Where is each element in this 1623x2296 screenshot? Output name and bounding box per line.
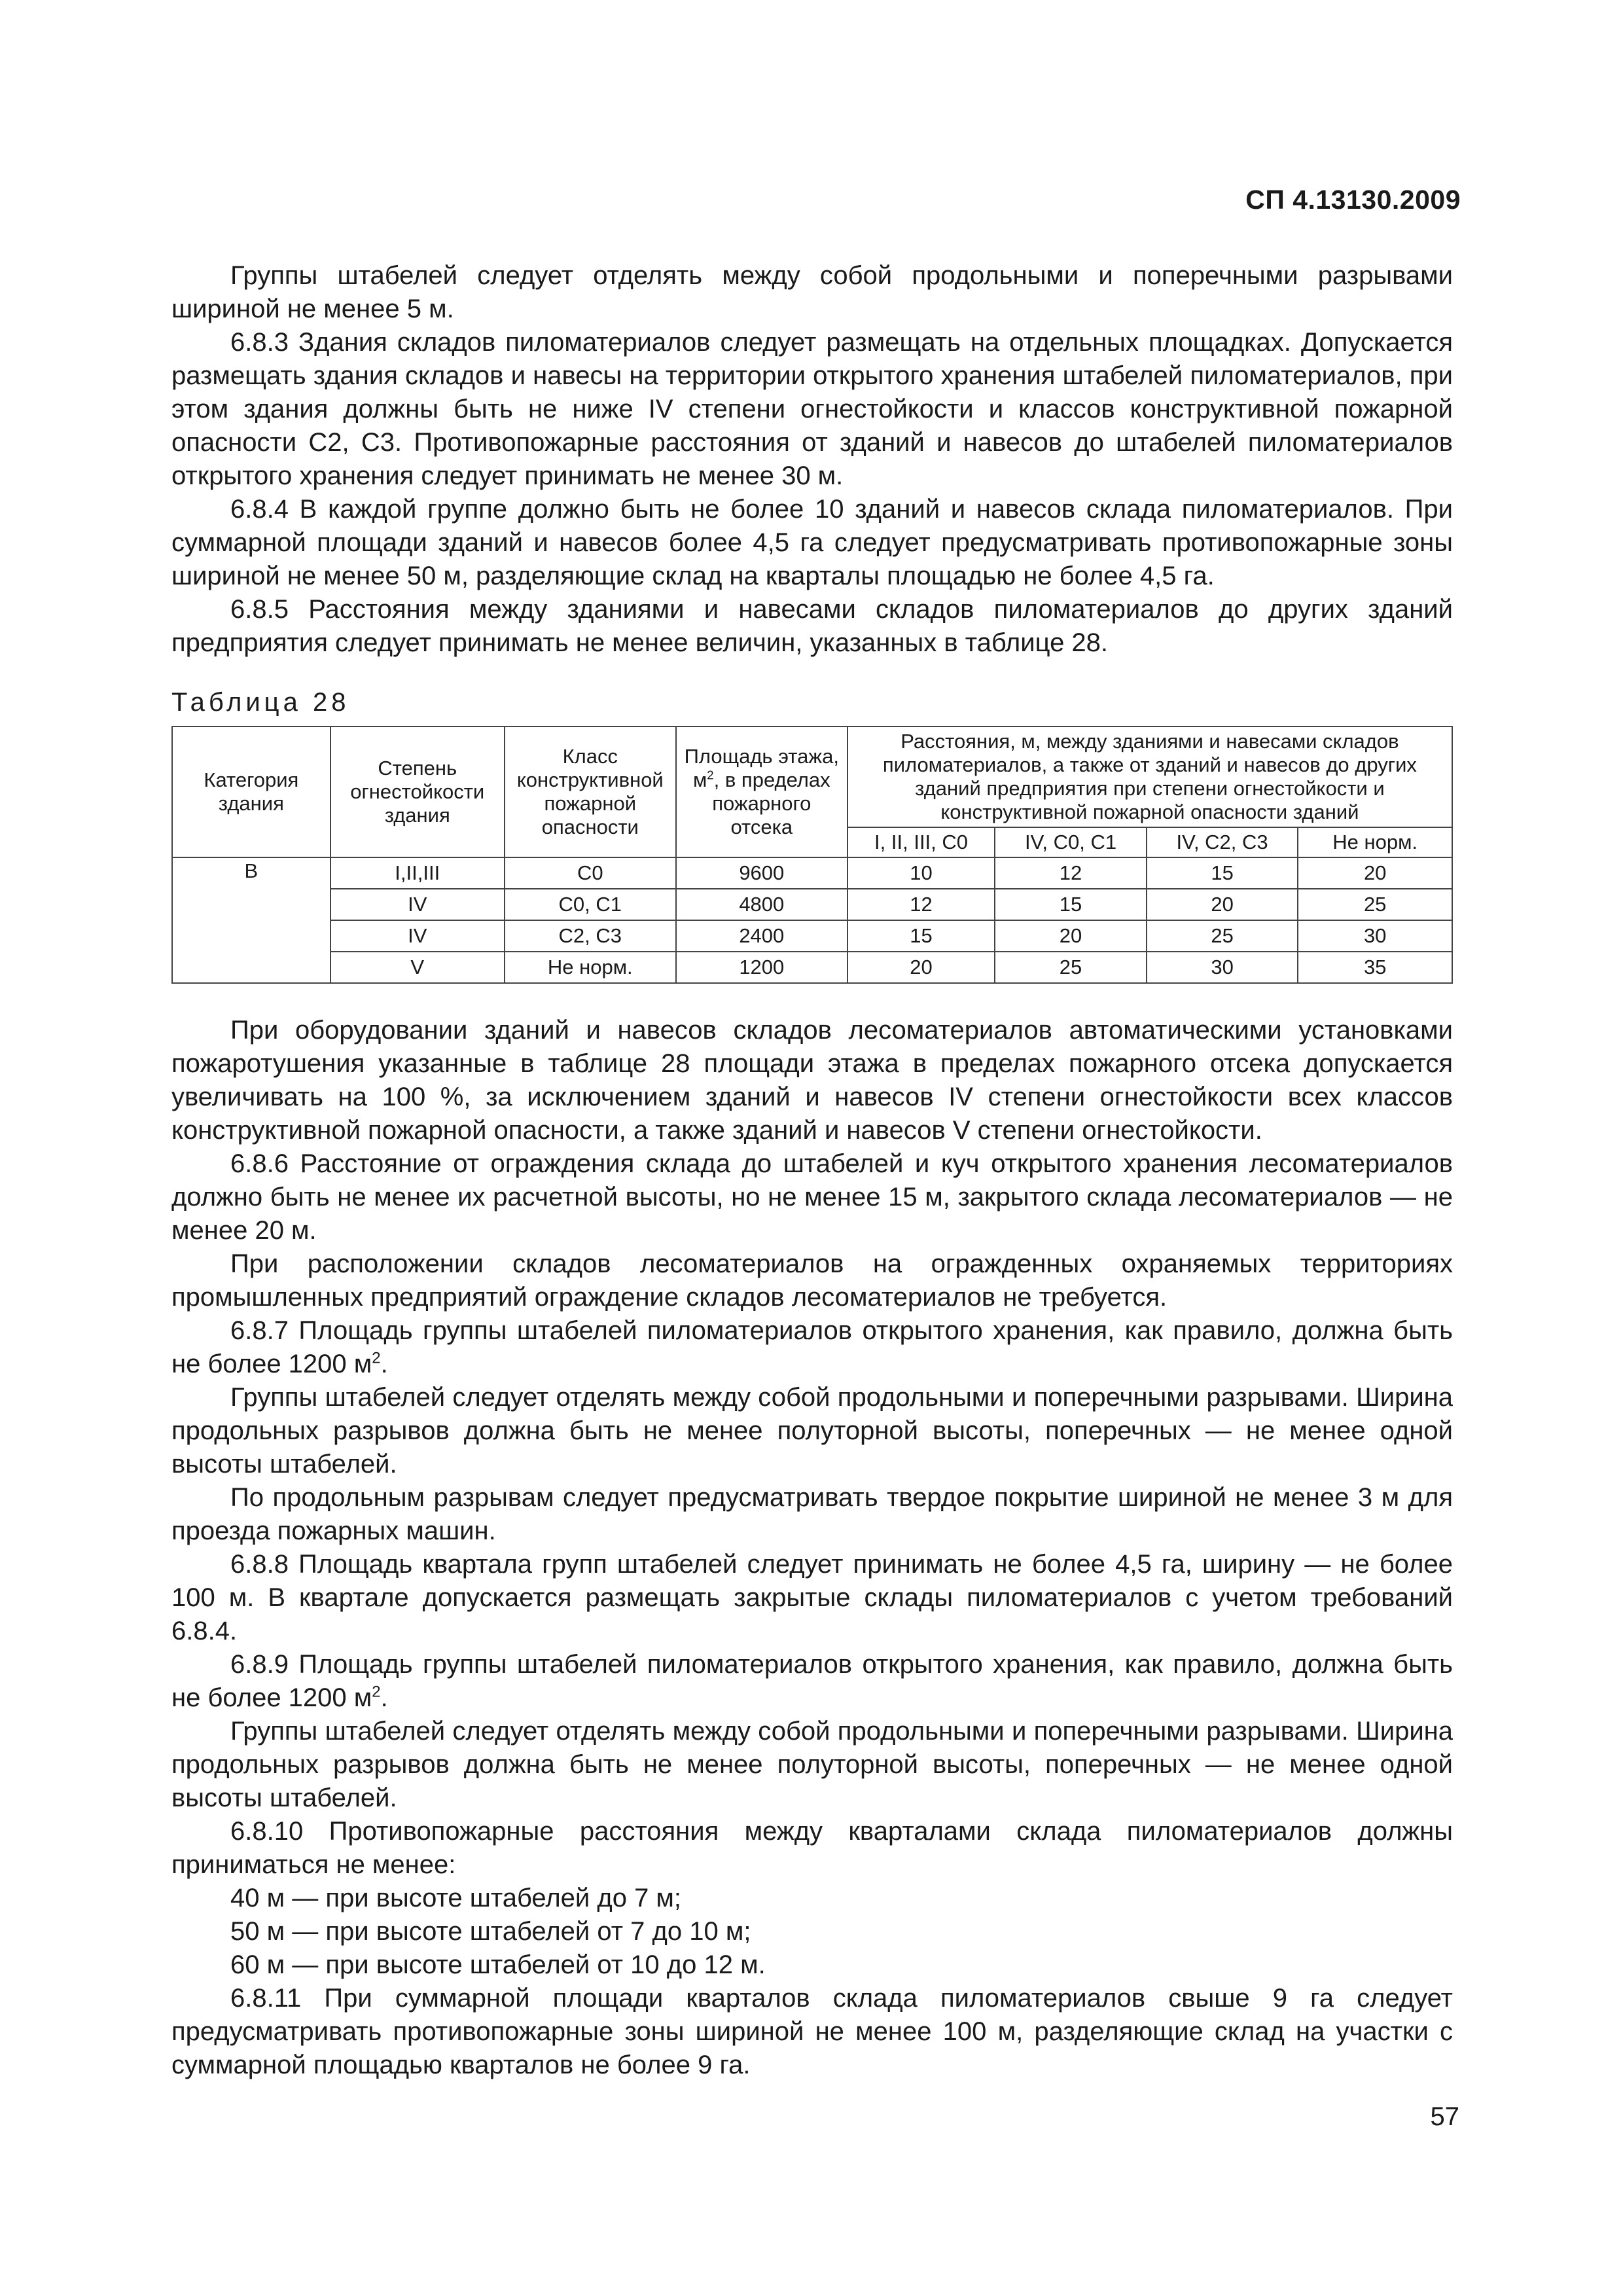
header-fire-resistance: Степень огнестойкости здания: [330, 726, 505, 857]
document-code: СП 4.13130.2009: [1245, 185, 1461, 215]
subheader: IV, С0, С1: [995, 827, 1147, 857]
header-construction-class: Класс конструктивной пожарной опасности: [505, 726, 676, 857]
table-cell: IV: [330, 889, 505, 920]
table-cell: 15: [995, 889, 1147, 920]
subheader: Не норм.: [1298, 827, 1452, 857]
table-cell: 1200: [676, 952, 847, 983]
table-cell: 35: [1298, 952, 1452, 983]
table-cell: V: [330, 952, 505, 983]
table-caption: Таблица 28: [171, 688, 350, 717]
list-item: 50 м — при высоте штабелей от 7 до 10 м;: [230, 1917, 751, 1946]
header-floor-area: Площадь этажа, $м^2$, в пределах пожарного отсека: [676, 726, 847, 857]
table-cell: С2, С3: [505, 920, 676, 952]
table-cell: 25: [995, 952, 1147, 983]
paragraph-6-8-6: 6.8.6 Расстояние от ограждения склада до штабелей и куч открытого хранения лесоматериалов должно быть не менее их расчетной высоты, но не менее 15 м, закрытого склада лесоматериалов — не менее 20 м.: [171, 1149, 1453, 1245]
table-cell: I,II,III: [330, 857, 505, 889]
paragraph-6-8-9: 6.8.9 Площадь группы штабелей пиломатериалов открытого хранения, как правило, должна быть не более 1200 $м^2$.: [171, 1650, 1453, 1712]
table-cell: 30: [1298, 920, 1452, 952]
paragraph: При расположении складов лесоматериалов на огражденных охраняемых территориях промышленных предприятий ограждение складов лесоматериалов не требуется.: [171, 1249, 1453, 1312]
table-cell: 9600: [676, 857, 847, 889]
paragraph-6-8-8: 6.8.8 Площадь квартала групп штабелей следует принимать не более 4,5 га, ширину — не более 100 м. В квартале допускается размещать закрытые склады пиломатериалов с учетом требований 6.8.4.: [171, 1550, 1453, 1645]
table-cell: 10: [847, 857, 995, 889]
paragraph-6-8-11: 6.8.11 При суммарной площади кварталов склада пиломатериалов свыше 9 га следует предусматривать противопожарные зоны шириной не менее 100 м, разделяющие склад на участки с суммарной площадью кварталов не более 9 га.: [171, 1984, 1453, 2079]
paragraph-6-8-3: 6.8.3 Здания складов пиломатериалов следует размещать на отдельных площадках. Допускается размещать здания складов и навесы на территории открытого хранения штабелей пиломатериалов, при этом здания должны быть не ниже IV степени огнестойкости и классов конструктивной пожарной опасности С2, С3. Противопожарные расстояния от зданий и навесов до штабелей пиломатериалов открытого хранения следует принимать не менее 30 м.: [171, 328, 1453, 490]
list-item: 60 м — при высоте штабелей от 10 до 12 м.: [230, 1950, 766, 1979]
table-cell: 20: [847, 952, 995, 983]
page-number: 57: [1430, 2102, 1459, 2131]
table-cell: 4800: [676, 889, 847, 920]
header-distances: Расстояния, м, между зданиями и навесами складов пиломатериалов, а также от зданий и навесов до других зданий предприятия при степени огнестойкости и конструктивной пожарной опасности зданий: [847, 726, 1452, 827]
table-row: [172, 920, 1452, 952]
subheader: IV, С2, С3: [1147, 827, 1298, 857]
table-cell: С0, С1: [505, 889, 676, 920]
document-body: [171, 259, 1453, 2082]
table-cell: 12: [995, 857, 1147, 889]
paragraph: Группы штабелей следует отделять между собой продольными и поперечными разрывами. Ширина продольных разрывов должна быть не менее полуторной высоты, поперечных — не менее одной высоты штабелей.: [171, 1717, 1453, 1812]
table-row: [172, 857, 1452, 889]
table-cell: 25: [1147, 920, 1298, 952]
table-cell: 2400: [676, 920, 847, 952]
table-cell: 25: [1298, 889, 1452, 920]
table-cell: 20: [1147, 889, 1298, 920]
category-cell: В: [172, 857, 330, 983]
table-cell: 20: [1298, 857, 1452, 889]
paragraph: Группы штабелей следует отделять между собой продольными и поперечными разрывами шириной не менее 5 м.: [171, 261, 1453, 323]
table-cell: 20: [995, 920, 1147, 952]
table-28: [171, 726, 1453, 984]
paragraph: Группы штабелей следует отделять между собой продольными и поперечными разрывами. Ширина продольных разрывов должна быть не менее полуторной высоты, поперечных — не менее одной высоты штабелей.: [171, 1383, 1453, 1479]
table-cell: 15: [1147, 857, 1298, 889]
table-cell: С0: [505, 857, 676, 889]
paragraph: При оборудовании зданий и навесов складов лесоматериалов автоматическими установками пожаротушения указанные в таблице 28 площади этажа в пределах пожарного отсека допускается увеличивать на 100 %, за исключением зданий и навесов IV степени огнестойкости всех классов конструктивной пожарной опасности, а также зданий и навесов V степени огнестойкости.: [171, 1016, 1453, 1145]
table-row: [172, 952, 1452, 983]
table-cell: 30: [1147, 952, 1298, 983]
table-cell: 15: [847, 920, 995, 952]
table-cell: IV: [330, 920, 505, 952]
table-row: [172, 889, 1452, 920]
table-cell: Не норм.: [505, 952, 676, 983]
subheader: I, II, III, С0: [847, 827, 995, 857]
paragraph: По продольным разрывам следует предусматривать твердое покрытие шириной не менее 3 м для проезда пожарных машин.: [171, 1483, 1453, 1545]
paragraph-6-8-10: 6.8.10 Противопожарные расстояния между кварталами склада пиломатериалов должны приниматься не менее:: [171, 1817, 1453, 1879]
header-category: Категория здания: [172, 726, 330, 857]
list-item: 40 м — при высоте штабелей до 7 м;: [230, 1884, 682, 1912]
paragraph-6-8-7: 6.8.7 Площадь группы штабелей пиломатериалов открытого хранения, как правило, должна быть не более 1200 $м^2$.: [171, 1316, 1453, 1378]
table-cell: 12: [847, 889, 995, 920]
paragraph-6-8-4: 6.8.4 В каждой группе должно быть не более 10 зданий и навесов склада пиломатериалов. При суммарной площади зданий и навесов более 4,5 га следует предусматривать противопожарные зоны шириной не менее 50 м, разделяющие склад на кварталы площадью не более 4,5 га.: [171, 495, 1453, 590]
paragraph-6-8-5: 6.8.5 Расстояния между зданиями и навесами складов пиломатериалов до других зданий предприятия следует принимать не менее величин, указанных в таблице 28.: [171, 595, 1453, 657]
